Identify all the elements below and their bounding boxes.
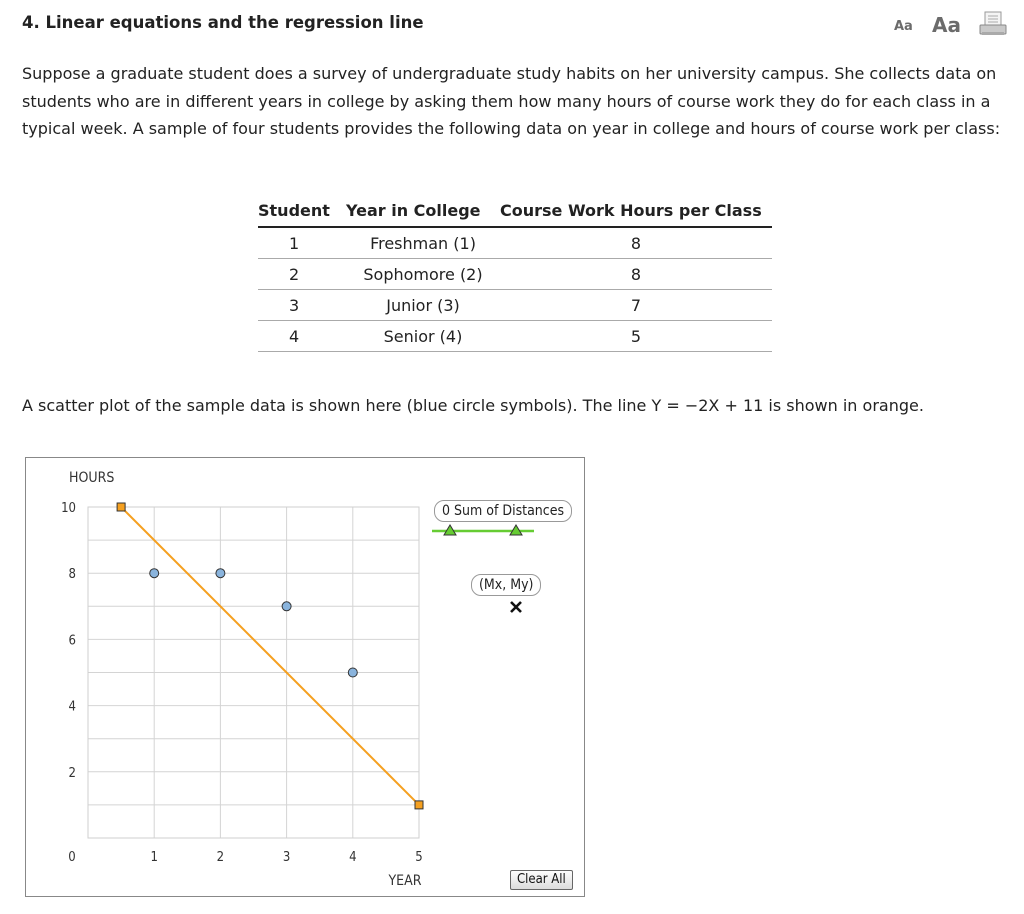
mean-point-marker-icon[interactable] bbox=[511, 602, 521, 612]
data-point bbox=[282, 602, 291, 611]
scatter-description: A scatter plot of the sample data is shown here (blue circle symbols). The line Y = −2X + 11 is shown in orange. bbox=[22, 396, 924, 415]
data-table bbox=[258, 198, 772, 352]
cell-student: 1 bbox=[258, 227, 346, 259]
header-student: Student bbox=[258, 198, 346, 227]
data-point bbox=[216, 569, 225, 578]
cell-year: Junior (3) bbox=[346, 290, 500, 321]
y-tick-label: 8 bbox=[68, 567, 76, 583]
x-tick-label: 5 bbox=[415, 850, 423, 865]
y-tick-label: 10 bbox=[61, 501, 76, 516]
print-icon[interactable] bbox=[978, 10, 1008, 42]
table-row bbox=[258, 227, 772, 259]
data-point bbox=[150, 569, 159, 578]
table-row bbox=[258, 259, 772, 290]
data-point bbox=[348, 668, 357, 677]
header-year: Year in College bbox=[346, 198, 500, 227]
cell-hours: 8 bbox=[500, 227, 772, 259]
x-tick-label: 2 bbox=[216, 850, 225, 865]
line-handle[interactable] bbox=[117, 503, 125, 511]
cell-hours: 8 bbox=[500, 259, 772, 290]
mean-point-label: (Mx, My) bbox=[471, 574, 541, 596]
x-tick-label: 3 bbox=[282, 850, 291, 865]
y-axis-label: HOURS bbox=[69, 470, 115, 486]
y-tick-label: 6 bbox=[68, 633, 76, 649]
cell-hours: 5 bbox=[500, 321, 772, 352]
sum-of-distances-label: 0 Sum of Distances bbox=[434, 500, 572, 522]
line-handle[interactable] bbox=[415, 801, 423, 809]
cell-year: Senior (4) bbox=[346, 321, 500, 352]
clear-all-button[interactable]: Clear All bbox=[510, 870, 573, 890]
intro-paragraph: Suppose a graduate student does a survey of undergraduate study habits on her university campus. She collects data on students who are in different years in college by asking them how many hours of course work they do for each class in a typical week. A sample of four students provides the following data on year in college and hours of course work per class: bbox=[22, 64, 1001, 139]
header-hours: Course Work Hours per Class bbox=[500, 198, 772, 227]
large-font-button[interactable]: Aa bbox=[932, 13, 961, 37]
cell-student: 4 bbox=[258, 321, 346, 352]
cell-student: 2 bbox=[258, 259, 346, 290]
font-tools bbox=[894, 10, 1014, 40]
scatter-plot bbox=[26, 458, 586, 898]
cell-hours: 7 bbox=[500, 290, 772, 321]
table-row bbox=[258, 290, 772, 321]
cell-student: 3 bbox=[258, 290, 346, 321]
x-tick-label: 4 bbox=[349, 850, 357, 865]
cell-year: Sophomore (2) bbox=[346, 259, 500, 290]
regression-line bbox=[121, 507, 419, 805]
x-tick-label: 1 bbox=[150, 850, 158, 865]
x-axis-label: YEAR bbox=[388, 873, 422, 889]
cell-year: Freshman (1) bbox=[346, 227, 500, 259]
scatter-plot-widget bbox=[25, 457, 585, 897]
table-row bbox=[258, 321, 772, 352]
page-title: 4. Linear equations and the regression line bbox=[22, 13, 424, 32]
y-tick-label: 2 bbox=[68, 765, 76, 781]
x-tick-label: 0 bbox=[68, 850, 76, 865]
small-font-button[interactable]: Aa bbox=[894, 19, 913, 34]
y-tick-label: 4 bbox=[68, 699, 76, 715]
